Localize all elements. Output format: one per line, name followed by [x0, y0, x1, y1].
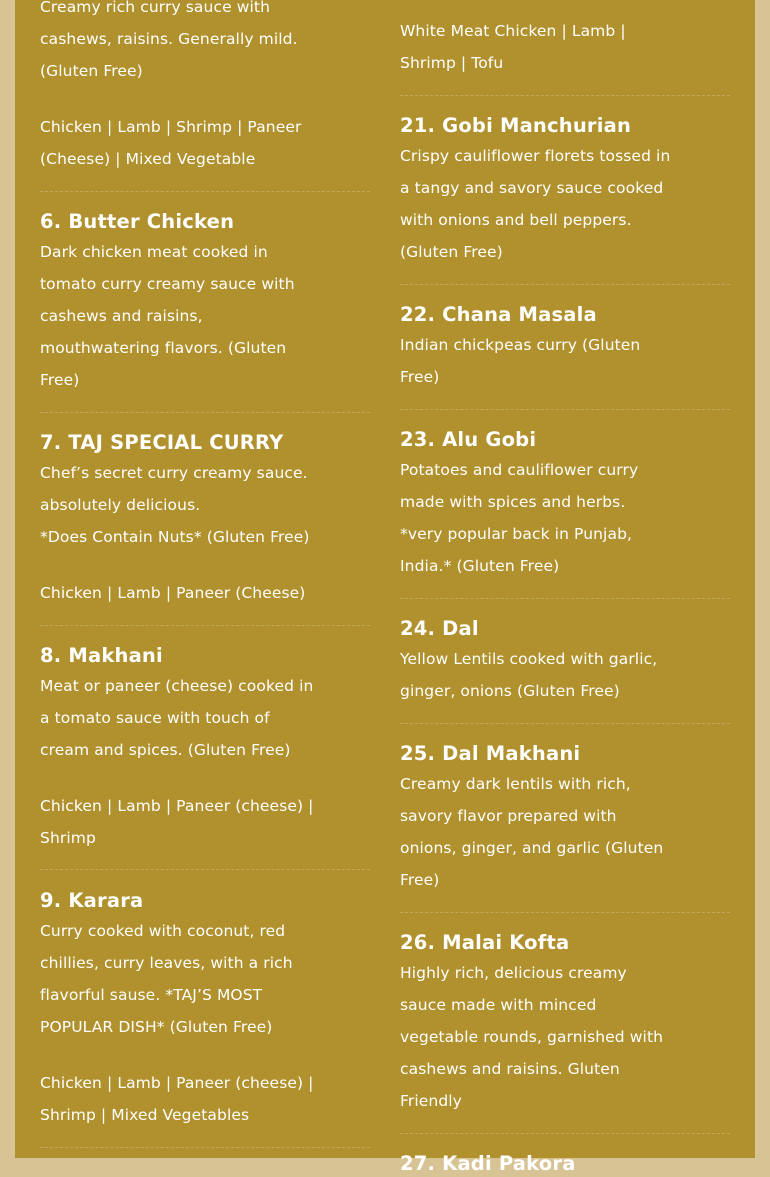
item-options: Chicken | Lamb | Paneer (cheese) | Shrimp — [40, 797, 314, 847]
menu-item-title: 9. Karara — [40, 889, 144, 912]
menu-item-title: 27. Kadi Pakora — [400, 1152, 576, 1175]
menu-divider — [400, 409, 730, 410]
item-options: Chicken | Lamb | Shrimp | Paneer (Cheese) | Mixed Vegetable — [40, 118, 302, 168]
menu-divider — [400, 912, 730, 913]
item-description: Highly rich, delicious creamy sauce made with minced vegetable rounds, garnished with cashews and raisins. Gluten Friendly — [400, 964, 664, 1110]
item-description: Meat or paneer (cheese) cooked in a tomato sauce with touch of cream and spices. (Gluten Free) — [40, 677, 314, 759]
menu-divider — [40, 625, 370, 626]
item-description: Creamy dark lentils with rich, savory flavor prepared with onions, ginger, and garlic (Gluten Free) — [400, 775, 664, 889]
item-description: Potatoes and cauliflower curry made with spices and herbs. *very popular back in Punjab, India.* (Gluten Free) — [400, 461, 639, 575]
item-description: Creamy rich curry sauce with cashews, raisins. Generally mild. (Gluten Free) — [40, 0, 298, 80]
item-options: Chicken | Lamb | Paneer (Cheese) — [40, 584, 306, 602]
item-options: Chicken | Lamb | Paneer (cheese) | Shrimp | Mixed Vegetables — [40, 1074, 314, 1124]
menu-divider — [400, 95, 730, 96]
menu-item-title: 26. Malai Kofta — [400, 931, 570, 954]
menu-item-title: 21. Gobi Manchurian — [400, 114, 632, 137]
menu-item-title: 7. TAJ SPECIAL CURRY — [40, 431, 284, 454]
item-options: White Meat Chicken | Lamb | Shrimp | Tofu — [400, 22, 626, 72]
menu-divider — [40, 1147, 370, 1148]
menu-divider — [40, 191, 370, 192]
item-description: Dark chicken meat cooked in tomato curry creamy sauce with cashews and raisins, mouthwatering flavors. (Gluten Free) — [40, 243, 295, 389]
menu-divider — [40, 869, 370, 870]
menu-divider — [400, 284, 730, 285]
menu-divider — [400, 1133, 730, 1134]
item-description: Crispy cauliflower florets tossed in a tangy and savory sauce cooked with onions and bell peppers. (Gluten Free) — [400, 147, 671, 261]
item-description: Chef’s secret curry creamy sauce. absolutely delicious. *Does Contain Nuts* (Gluten Free) — [40, 464, 310, 546]
menu-item-title: 24. Dal — [400, 617, 479, 640]
item-description: Indian chickpeas curry (Gluten Free) — [400, 336, 641, 386]
menu-panel — [15, 0, 755, 1175]
item-description: Yellow Lentils cooked with garlic, ginger, onions (Gluten Free) — [400, 650, 658, 700]
menu-item-title: 6. Butter Chicken — [40, 210, 235, 233]
menu-divider — [400, 598, 730, 599]
menu-divider — [40, 412, 370, 413]
item-description: Curry cooked with coconut, red chillies, curry leaves, with a rich flavorful sause. *TAJ’S MOST POPULAR DISH* (Gluten Free) — [40, 922, 293, 1036]
menu-item-title: 22. Chana Masala — [400, 303, 597, 326]
menu-item-title: 25. Dal Makhani — [400, 742, 581, 765]
menu-item-title: 23. Alu Gobi — [400, 428, 537, 451]
menu-item-title: 8. Makhani — [40, 644, 163, 667]
menu-divider — [400, 723, 730, 724]
